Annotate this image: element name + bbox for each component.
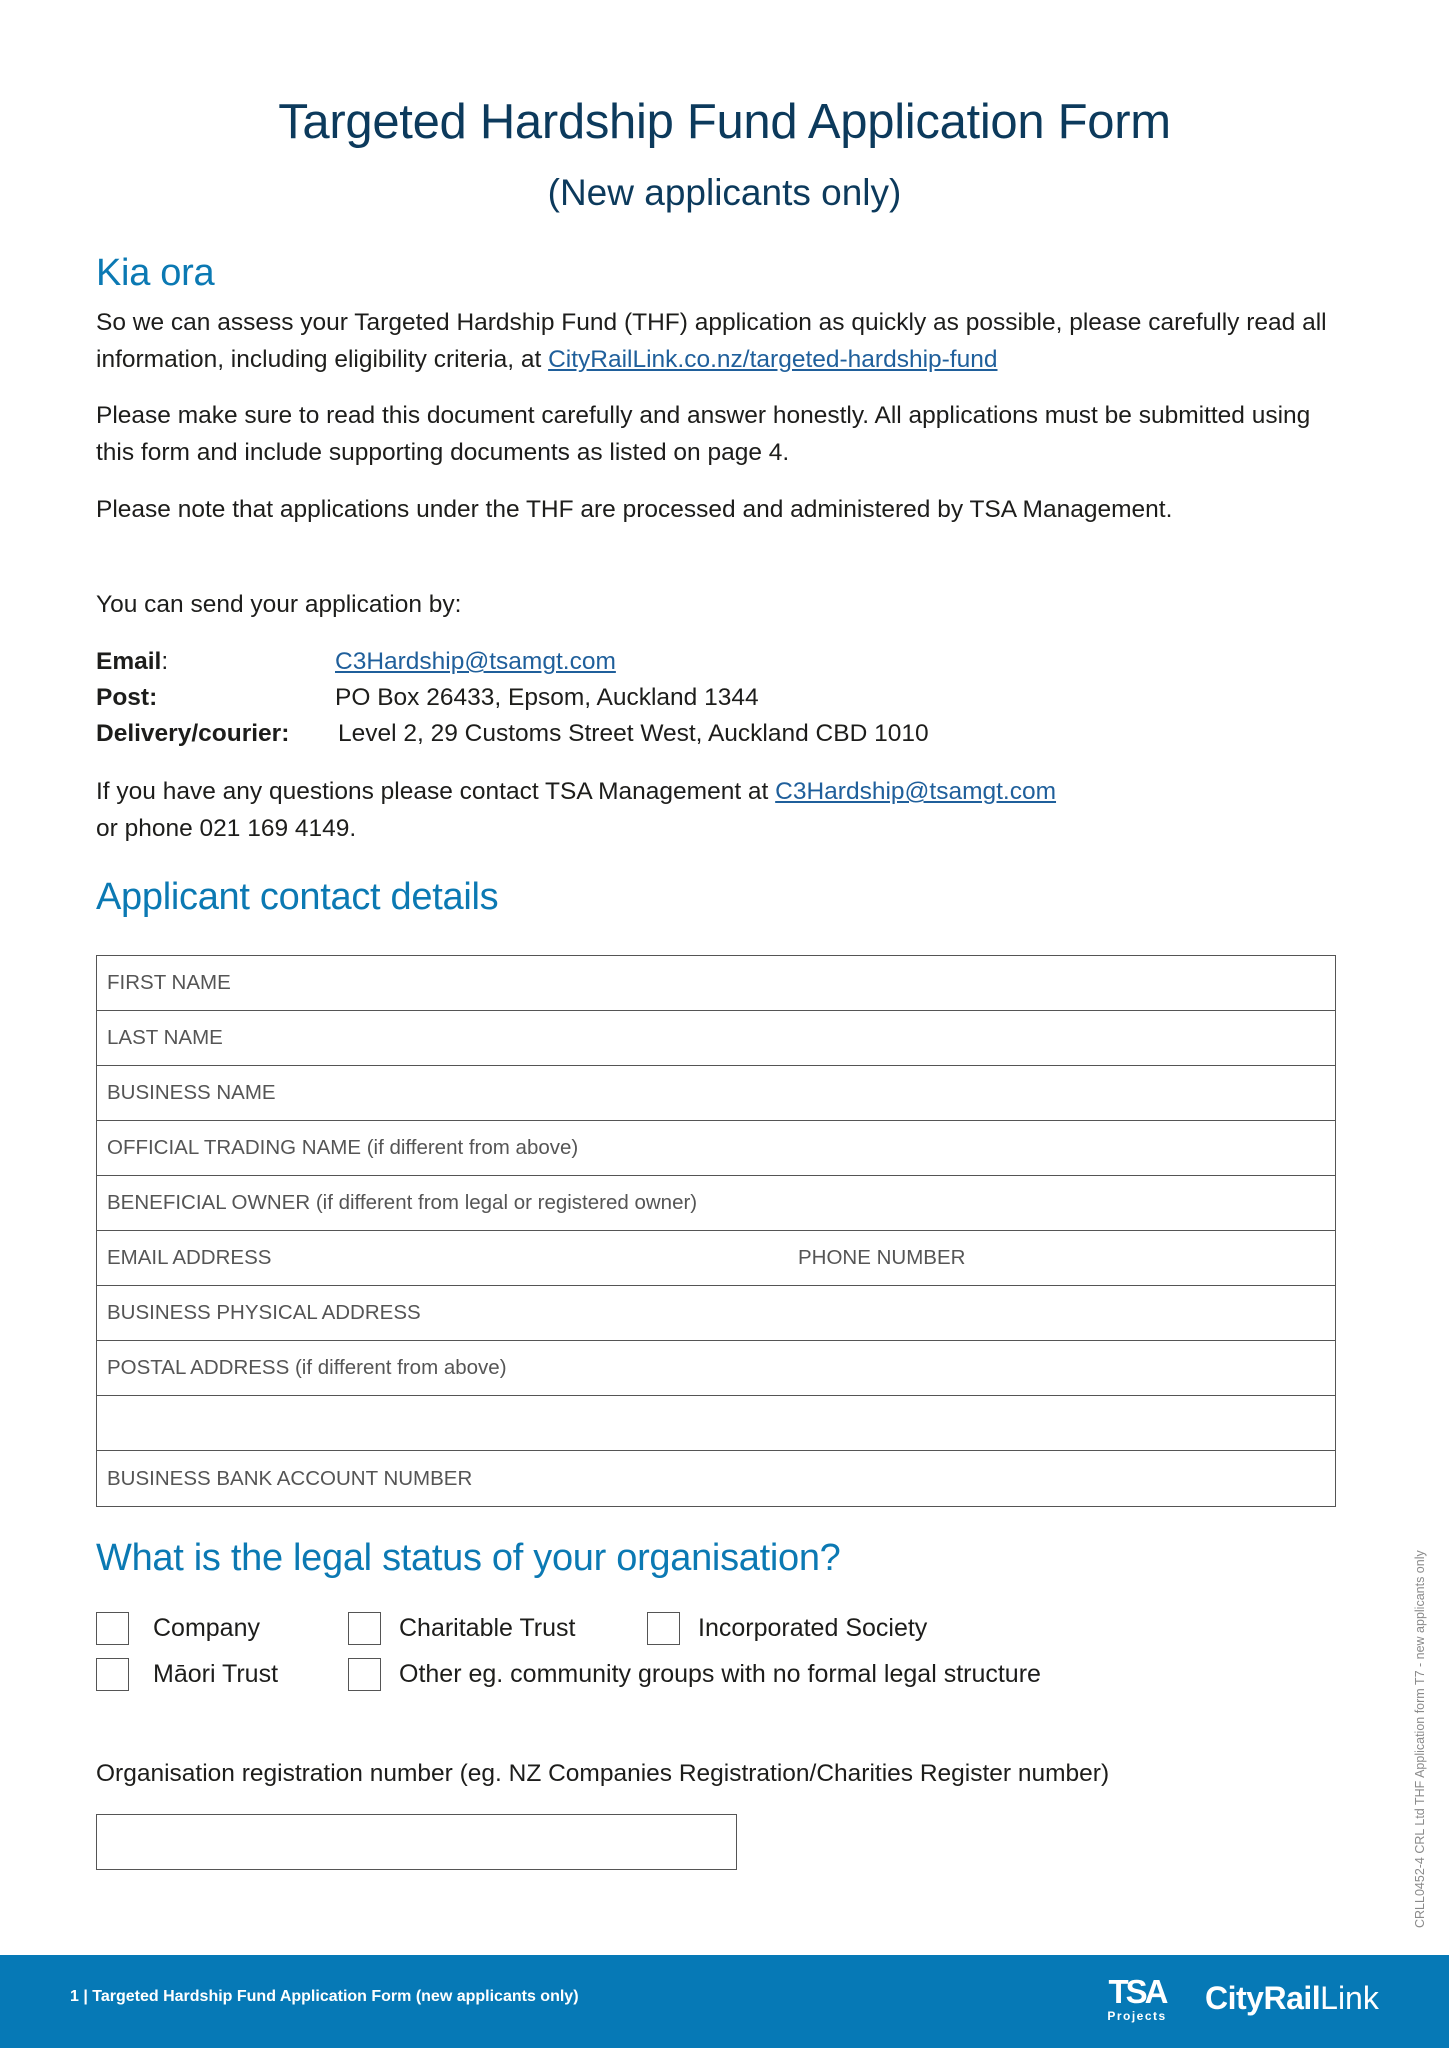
postal-address-field[interactable] [97,1341,1335,1396]
field-label: BUSINESS NAME [107,1081,276,1104]
option-label: Company [153,1614,260,1642]
tsa-logo-sub: Projects [1107,2009,1167,2023]
intro-text: So we can assess your Targeted Hardship Fund (THF) application as quickly as possible, please carefully read all information, including eligibility criteria, at [96,309,1327,373]
send-method-label: Post: [96,684,158,711]
thf-website-link[interactable]: CityRailLink.co.nz/targeted-hardship-fund [548,346,998,373]
contact-details-heading: Applicant contact details [96,876,499,918]
trading-name-field[interactable] [97,1121,1335,1176]
questions-text: If you have any questions please contact TSA Management at [96,778,776,805]
email-link[interactable]: C3Hardship@tsamgt.com [335,648,616,675]
send-method-post [96,680,759,716]
checkbox-incorporated-society[interactable] [647,1612,927,1645]
crl-logo-light: Link [1320,1980,1379,2016]
intro-paragraph-3: Please note that applications under the THF are processed and administered by TSA Management. [96,496,1173,523]
option-label: Other eg. community groups with no formal legal structure [399,1660,1041,1688]
phone-number-label: PHONE NUMBER [798,1246,966,1269]
tsa-projects-logo [1105,1973,1169,2023]
last-name-field[interactable] [97,1011,1335,1066]
page-subtitle: (New applicants only) [547,172,902,213]
send-method-email [96,644,616,680]
registration-number-label: Organisation registration number (eg. NZ Companies Registration/Charities Register number) [96,1760,1110,1787]
checkbox-icon[interactable] [96,1612,129,1645]
first-name-field[interactable] [97,956,1335,1011]
legal-status-heading: What is the legal status of your organisation? [96,1537,841,1579]
checkbox-other[interactable] [348,1658,1041,1691]
checkbox-icon[interactable] [647,1612,680,1645]
city-rail-link-logo [1205,1980,1379,2017]
questions-phone: or phone 021 169 4149. [96,815,357,842]
field-label: POSTAL ADDRESS (if different from above) [107,1356,507,1379]
field-label: FIRST NAME [107,971,231,994]
option-label: Incorporated Society [698,1614,928,1642]
post-address: PO Box 26433, Epsom, Auckland 1344 [335,684,759,711]
contact-details-table [96,955,1336,1507]
questions-paragraph [96,773,1346,847]
crl-logo-bold: CityRail [1205,1980,1321,2016]
send-method-courier [96,716,929,752]
checkbox-icon[interactable] [348,1658,381,1691]
tsa-logo-main: TSA [1108,1973,1166,2010]
checkbox-icon[interactable] [96,1658,129,1691]
field-label: OFFICIAL TRADING NAME (if different from above) [107,1136,579,1159]
option-label: Charitable Trust [399,1614,576,1642]
send-intro: You can send your application by: [96,591,462,618]
send-method-label: Delivery/courier: [96,720,290,747]
questions-email-link[interactable]: C3Hardship@tsamgt.com [775,778,1057,805]
registration-number-input[interactable] [96,1814,737,1870]
intro-paragraph-2: Please make sure to read this document carefully and answer honestly. All applications must be submitted using this form and include supporting documents as listed on page 4. [96,402,1311,466]
option-label: Māori Trust [153,1660,279,1688]
checkbox-charitable-trust[interactable] [348,1612,575,1645]
page-footer [0,1955,1449,2048]
send-method-label: Email: [96,648,169,675]
physical-address-field[interactable] [97,1286,1335,1341]
footer-page-label: 1 | Targeted Hardship Fund Application Form (new applicants only) [70,1988,579,2005]
bank-account-field[interactable] [97,1451,1335,1506]
beneficial-owner-field[interactable] [97,1176,1335,1231]
checkbox-icon[interactable] [348,1612,381,1645]
intro-heading: Kia ora [96,252,215,294]
checkbox-company[interactable] [96,1612,260,1645]
courier-address: Level 2, 29 Customs Street West, Auckland CBD 1010 [338,720,929,747]
field-label: LAST NAME [107,1026,223,1049]
document-reference-note: CRLL0452-4 CRL Ltd THF Application form T7 - new applicants only [1413,1550,1427,1928]
field-label: BUSINESS PHYSICAL ADDRESS [107,1301,421,1324]
email-phone-row[interactable] [97,1231,1335,1286]
checkbox-maori-trust[interactable] [96,1658,278,1691]
page-title: Targeted Hardship Fund Application Form [278,95,1171,149]
business-name-field[interactable] [97,1066,1335,1121]
field-label: BUSINESS BANK ACCOUNT NUMBER [107,1466,473,1490]
email-address-label: EMAIL ADDRESS [107,1246,272,1269]
intro-paragraph-1 [96,304,1346,378]
postal-address-continued-field[interactable] [97,1396,1335,1451]
field-label: BENEFICIAL OWNER (if different from legal or registered owner) [107,1191,698,1214]
